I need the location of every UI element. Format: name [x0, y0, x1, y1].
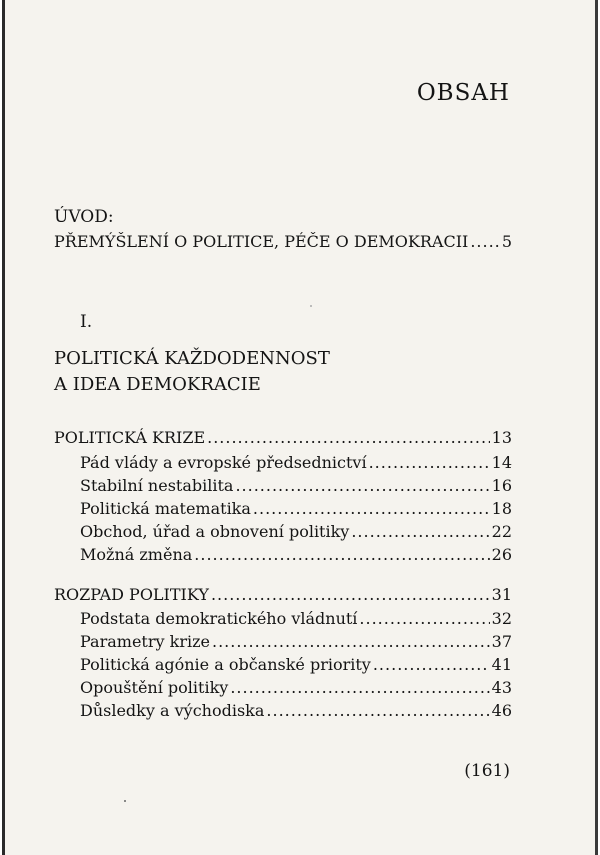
dot-leader	[212, 632, 490, 651]
toc-entry-title: PŘEMÝŠLENÍ O POLITICE, PÉČE O DEMOKRACII	[54, 232, 469, 251]
toc-entry[interactable]	[80, 522, 512, 541]
toc-entry-page: 31	[491, 585, 512, 604]
dot-leader	[351, 522, 489, 541]
toc-entry-title: Důsledky a východiska	[80, 701, 265, 720]
toc-section-politicka-krize[interactable]	[54, 428, 512, 447]
book-page	[2, 0, 598, 855]
dot-leader	[230, 678, 489, 697]
toc-entry-page: 22	[491, 522, 512, 541]
toc-entry[interactable]	[80, 545, 512, 564]
toc-entry[interactable]	[80, 701, 512, 720]
toc-entry-title: Politická matematika	[80, 499, 251, 518]
toc-entry-page: 16	[491, 476, 512, 495]
toc-entry[interactable]	[80, 499, 512, 518]
dot-leader	[373, 655, 490, 674]
dot-leader	[470, 232, 499, 251]
toc-entry-page: 43	[491, 678, 512, 697]
toc-entry-page: 26	[491, 545, 512, 564]
toc-entry-title: Možná změna	[80, 545, 193, 564]
dot-leader	[369, 453, 490, 472]
dot-leader	[253, 499, 490, 518]
toc-entry-page: 46	[491, 701, 512, 720]
toc-entry-page: 18	[491, 499, 512, 518]
toc-entry-title: Stabilní nestabilita	[80, 476, 234, 495]
toc-entry-title: Politická agónie a občanské priority	[80, 655, 371, 674]
toc-entry-page: 41	[491, 655, 512, 674]
page-edge-right	[595, 0, 598, 855]
toc-entry[interactable]	[80, 476, 512, 495]
toc-entry-page: 37	[491, 632, 512, 651]
paper-speck	[310, 305, 312, 307]
dot-leader	[235, 476, 489, 495]
toc-entry-intro[interactable]	[54, 232, 512, 251]
dot-leader	[359, 609, 489, 628]
dot-leader	[207, 428, 490, 447]
paper-speck	[124, 800, 126, 802]
intro-label: ÚVOD:	[54, 207, 114, 227]
toc-entry[interactable]	[80, 453, 512, 472]
part-title	[54, 346, 330, 398]
page-edge-left	[2, 0, 5, 855]
toc-entry[interactable]	[80, 655, 512, 674]
toc-entry-title: Pád vlády a evropské předsednictví	[80, 453, 367, 472]
dot-leader	[211, 585, 490, 604]
toc-section-rozpad-politiky[interactable]	[54, 585, 512, 604]
dot-leader	[266, 701, 489, 720]
toc-entry[interactable]	[80, 632, 512, 651]
toc-entry[interactable]	[80, 609, 512, 628]
toc-entry-title: Opouštění politiky	[80, 678, 229, 697]
toc-entry-title: Podstata demokratického vládnutí	[80, 609, 358, 628]
page-title: OBSAH	[416, 80, 510, 106]
part-number: I.	[80, 312, 93, 332]
toc-section-title: ROZPAD POLITIKY	[54, 585, 209, 604]
page-number: (161)	[464, 761, 510, 781]
part-title-line: A IDEA DEMOKRACIE	[54, 374, 261, 395]
toc-entry-page: 5	[501, 232, 512, 251]
toc-entry-page: 32	[491, 609, 512, 628]
toc-entry-page: 13	[491, 428, 512, 447]
toc-entry-title: Obchod, úřad a obnovení politiky	[80, 522, 350, 541]
toc-entry-title: Parametry krize	[80, 632, 210, 651]
toc-entry[interactable]	[80, 678, 512, 697]
toc-section-title: POLITICKÁ KRIZE	[54, 428, 206, 447]
dot-leader	[194, 545, 489, 564]
toc-entry-page: 14	[491, 453, 512, 472]
part-title-line: POLITICKÁ KAŽDODENNOST	[54, 348, 330, 369]
